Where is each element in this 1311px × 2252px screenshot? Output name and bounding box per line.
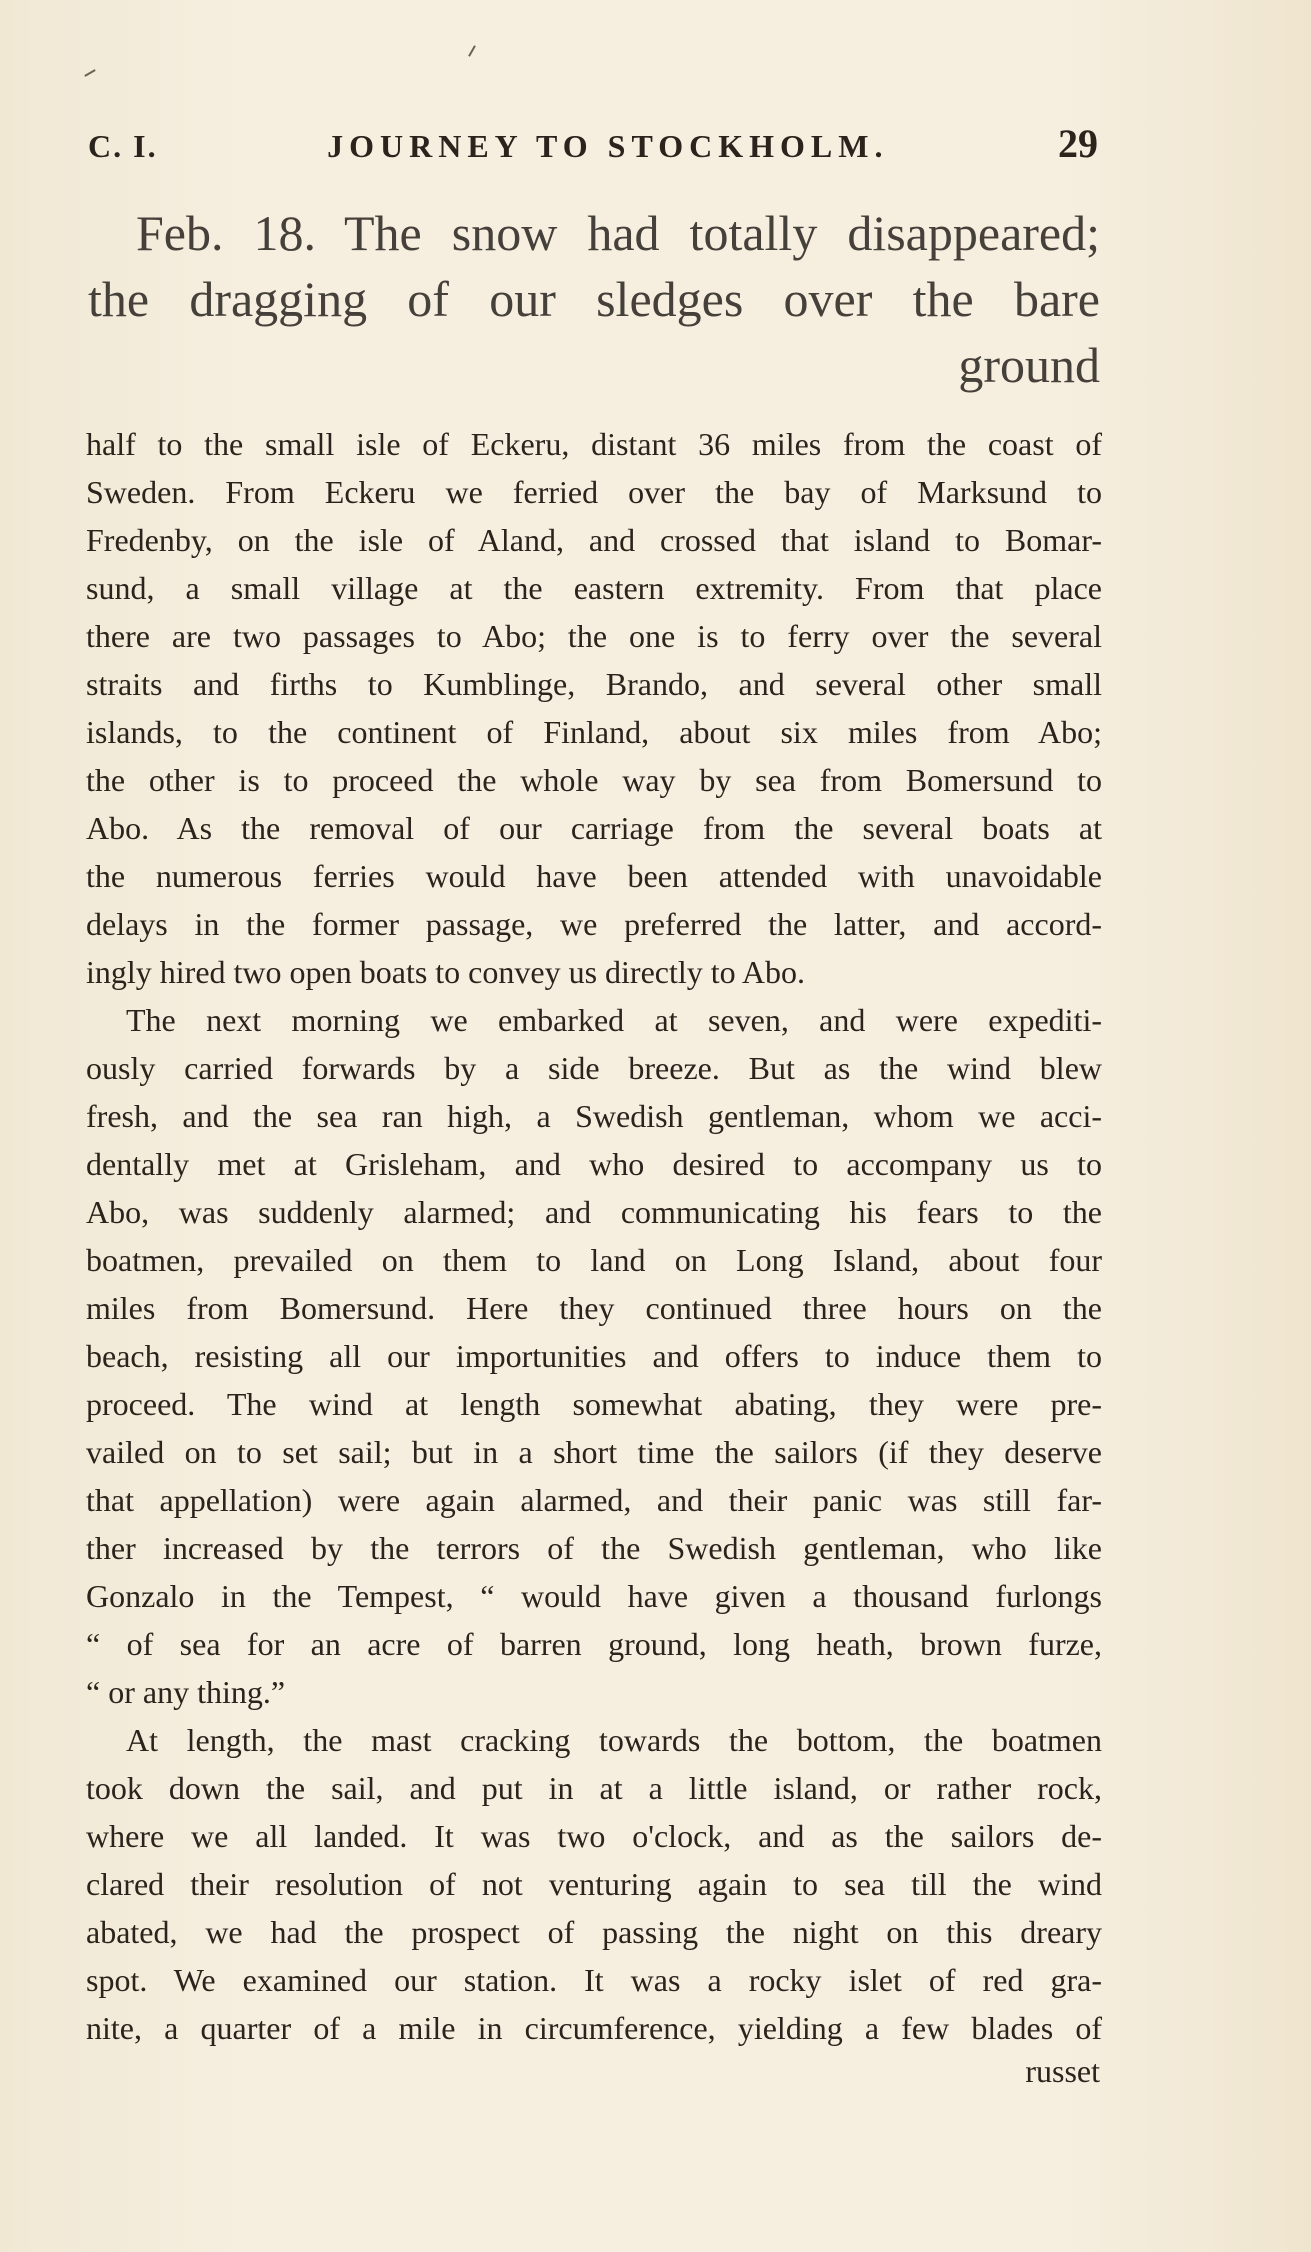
text-line: The next morning we embarked at seven, and were expediti- xyxy=(126,1002,1102,1038)
text-line: the numerous ferries would have been attended with unavoidable xyxy=(86,858,1102,894)
text-line: At length, the mast cracking towards the bottom, the boatmen xyxy=(126,1722,1102,1758)
text-line: ously carried forwards by a side breeze. But as the wind blew xyxy=(86,1050,1102,1086)
sidenote-date: Feb. 18. xyxy=(136,205,317,261)
text-line: Sweden. From Eckeru we ferried over the bay of Marksund to xyxy=(86,474,1102,510)
text-line: nite, a quarter of a mile in circumference, yielding a few blades of xyxy=(86,2010,1102,2046)
text-line: boatmen, prevailed on them to land on Long Island, about four xyxy=(86,1242,1102,1278)
text-line: ingly hired two open boats to convey us directly to Abo. xyxy=(86,954,805,990)
sidenote-line-1 xyxy=(88,200,1100,266)
text-line: took down the sail, and put in at a little island, or rather rock, xyxy=(86,1770,1102,1806)
text-line: miles from Bomersund. Here they continued three hours on the xyxy=(86,1290,1102,1326)
text-line: clared their resolution of not venturing again to sea till the wind xyxy=(86,1866,1102,1902)
text-line: half to the small isle of Eckeru, distant 36 miles from the coast of xyxy=(86,426,1102,462)
running-head xyxy=(88,120,1098,170)
text-line: proceed. The wind at length somewhat abating, they were pre- xyxy=(86,1386,1102,1422)
text-line: there are two passages to Abo; the one is to ferry over the several xyxy=(86,618,1102,654)
text-line: ther increased by the terrors of the Swedish gentleman, who like xyxy=(86,1530,1102,1566)
chapter-marker: C. I. xyxy=(88,128,158,164)
main-text xyxy=(86,420,1102,2052)
text-line: sund, a small village at the eastern extremity. From that place xyxy=(86,570,1102,606)
ink-speck xyxy=(468,45,476,56)
text-line: vailed on to set sail; but in a short time the sailors (if they deserve xyxy=(86,1434,1102,1470)
text-line: the other is to proceed the whole way by sea from Bomersund to xyxy=(86,762,1102,798)
ink-speck xyxy=(84,69,95,77)
text-line: beach, resisting all our importunities and offers to induce them to xyxy=(86,1338,1102,1374)
catchword: russet xyxy=(1025,2053,1100,2089)
text-line: abated, we had the prospect of passing the night on this dreary xyxy=(86,1914,1102,1950)
text-line: “ or any thing.” xyxy=(86,1674,286,1710)
text-line: spot. We examined our station. It was a rocky islet of red gra- xyxy=(86,1962,1102,1998)
text-line: fresh, and the sea ran high, a Swedish gentleman, whom we acci- xyxy=(86,1098,1102,1134)
text-line: delays in the former passage, we preferred the latter, and accord- xyxy=(86,906,1102,942)
text-line: straits and firths to Kumblinge, Brando, and several other small xyxy=(86,666,1102,702)
text-line: islands, to the continent of Finland, about six miles from Abo; xyxy=(86,714,1102,750)
text-line: Fredenby, on the isle of Aland, and crossed that island to Bomar- xyxy=(86,522,1102,558)
sidenote-line-3: ground xyxy=(958,337,1100,393)
text-line: where we all landed. It was two o'clock, and as the sailors de- xyxy=(86,1818,1102,1854)
running-title: JOURNEY TO STOCKHOLM. xyxy=(327,128,889,164)
page-number: 29 xyxy=(1058,121,1098,166)
text-line: Gonzalo in the Tempest, “ would have given a thousand furlongs xyxy=(86,1578,1102,1614)
text-line: Abo, was suddenly alarmed; and communicating his fears to the xyxy=(86,1194,1102,1230)
sidenote-line-2: the dragging of our sledges over the bare xyxy=(88,271,1100,327)
sidenote-showthrough xyxy=(88,200,1100,398)
text-line: “ of sea for an acre of barren ground, long heath, brown furze, xyxy=(86,1626,1102,1662)
text-line: Abo. As the removal of our carriage from the several boats at xyxy=(86,810,1102,846)
text-line: dentally met at Grisleham, and who desired to accompany us to xyxy=(86,1146,1102,1182)
text-line: that appellation) were again alarmed, and their panic was still far- xyxy=(86,1482,1102,1518)
sidenote-text-1: The snow had totally disappeared; xyxy=(344,205,1100,261)
